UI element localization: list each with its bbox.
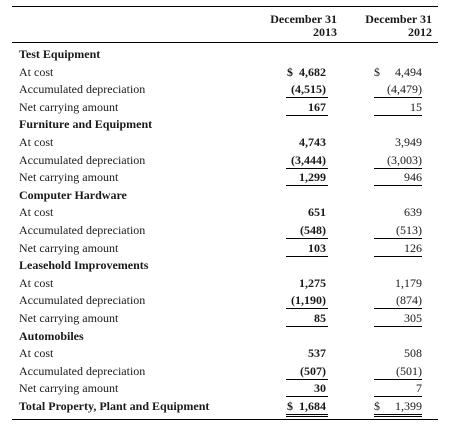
- value-2012: (874): [396, 293, 422, 308]
- table-row: [0, 240, 451, 257]
- table-row: [0, 169, 451, 186]
- header-rule: [12, 42, 438, 43]
- currency-symbol-2012: $: [374, 399, 380, 413]
- table-row: [0, 204, 451, 221]
- row-label: Net carrying amount: [19, 311, 119, 325]
- row-label: Test Equipment: [19, 47, 101, 61]
- row-label: Accumulated depreciation: [19, 223, 146, 237]
- header-2012-line1: December 31: [365, 12, 432, 26]
- row-label: At cost: [19, 205, 54, 220]
- currency-symbol-2012: $: [374, 64, 380, 79]
- row-label: Furniture and Equipment: [19, 117, 153, 132]
- value-2012: 7: [416, 381, 422, 396]
- value-2012: 3,949: [395, 135, 422, 149]
- total-row: [0, 398, 451, 415]
- value-2012: (513): [396, 223, 422, 237]
- underline-rule: [286, 416, 328, 417]
- value-2013: 1,275: [299, 275, 326, 290]
- value-2013: 167: [308, 99, 326, 114]
- row-label: Accumulated depreciation: [19, 363, 146, 378]
- table-row: [0, 222, 451, 239]
- value-2013: 537: [308, 346, 326, 361]
- value-2012: 4,494: [395, 64, 422, 79]
- row-label: Net carrying amount: [19, 99, 119, 114]
- value-2013: 4,743: [299, 135, 326, 149]
- row-label: At cost: [19, 346, 54, 361]
- value-2012: 946: [404, 170, 422, 185]
- value-2012: (3,003): [387, 152, 422, 167]
- header-2013-line2: 2013: [313, 25, 337, 39]
- value-2012: 126: [404, 240, 422, 255]
- value-2012: 15: [410, 99, 422, 114]
- section-header: [0, 46, 451, 63]
- row-label: Automobiles: [19, 328, 84, 343]
- row-label: At cost: [19, 275, 54, 290]
- header-2013-line1: December 31: [270, 12, 337, 26]
- row-label: Leasehold Improvements: [19, 258, 149, 273]
- value-2012: 305: [404, 311, 422, 325]
- value-2013: (507): [300, 363, 326, 378]
- value-2012: (4,479): [387, 82, 422, 97]
- value-2013: 1,684: [299, 399, 326, 413]
- section-header: [0, 187, 451, 204]
- header-2012: [355, 13, 432, 39]
- value-2012: 639: [404, 205, 422, 220]
- row-label: Total Property, Plant and Equipment: [19, 399, 210, 413]
- value-2013: 651: [308, 205, 326, 220]
- top-rule: [12, 6, 438, 7]
- table-row: [0, 380, 451, 397]
- header-2013: [262, 13, 337, 39]
- row-label: At cost: [19, 64, 54, 79]
- table-row: [0, 275, 451, 292]
- value-2012: (501): [396, 363, 422, 378]
- value-2013: 30: [314, 381, 326, 396]
- value-2013: 103: [308, 240, 326, 255]
- value-2013: (548): [300, 223, 326, 237]
- currency-symbol-2013: $: [287, 399, 293, 413]
- table-row: [0, 292, 451, 309]
- row-label: Net carrying amount: [19, 170, 119, 185]
- section-header: [0, 328, 451, 345]
- row-label: Accumulated depreciation: [19, 82, 146, 97]
- row-label: At cost: [19, 135, 54, 149]
- table-row: [0, 152, 451, 169]
- table-row: [0, 81, 451, 98]
- header-2012-line2: 2012: [408, 25, 432, 39]
- value-2012: 1,399: [395, 399, 422, 413]
- value-2013: 1,299: [299, 170, 326, 185]
- value-2013: (3,444): [291, 152, 326, 167]
- table-row: [0, 134, 451, 151]
- table-row: [0, 99, 451, 116]
- bottom-rule: [12, 419, 438, 420]
- table-row: [0, 64, 451, 81]
- row-label: Accumulated depreciation: [19, 293, 146, 308]
- row-label: Computer Hardware: [19, 187, 127, 202]
- value-2013: (4,515): [291, 82, 326, 97]
- value-2012: 1,179: [395, 275, 422, 290]
- section-header: [0, 257, 451, 274]
- value-2013: 85: [314, 311, 326, 325]
- row-label: Accumulated depreciation: [19, 152, 146, 167]
- value-2012: 508: [404, 346, 422, 361]
- table-row: [0, 345, 451, 362]
- underline-rule: [374, 414, 422, 415]
- row-label: Net carrying amount: [19, 240, 119, 255]
- table-row: [0, 310, 451, 327]
- section-header: [0, 116, 451, 133]
- value-2013: 4,682: [299, 64, 326, 79]
- table-row: [0, 363, 451, 380]
- value-2013: (1,190): [291, 293, 326, 308]
- row-label: Net carrying amount: [19, 381, 119, 396]
- underline-rule: [286, 414, 328, 415]
- currency-symbol-2013: $: [287, 64, 293, 79]
- underline-rule: [374, 416, 422, 417]
